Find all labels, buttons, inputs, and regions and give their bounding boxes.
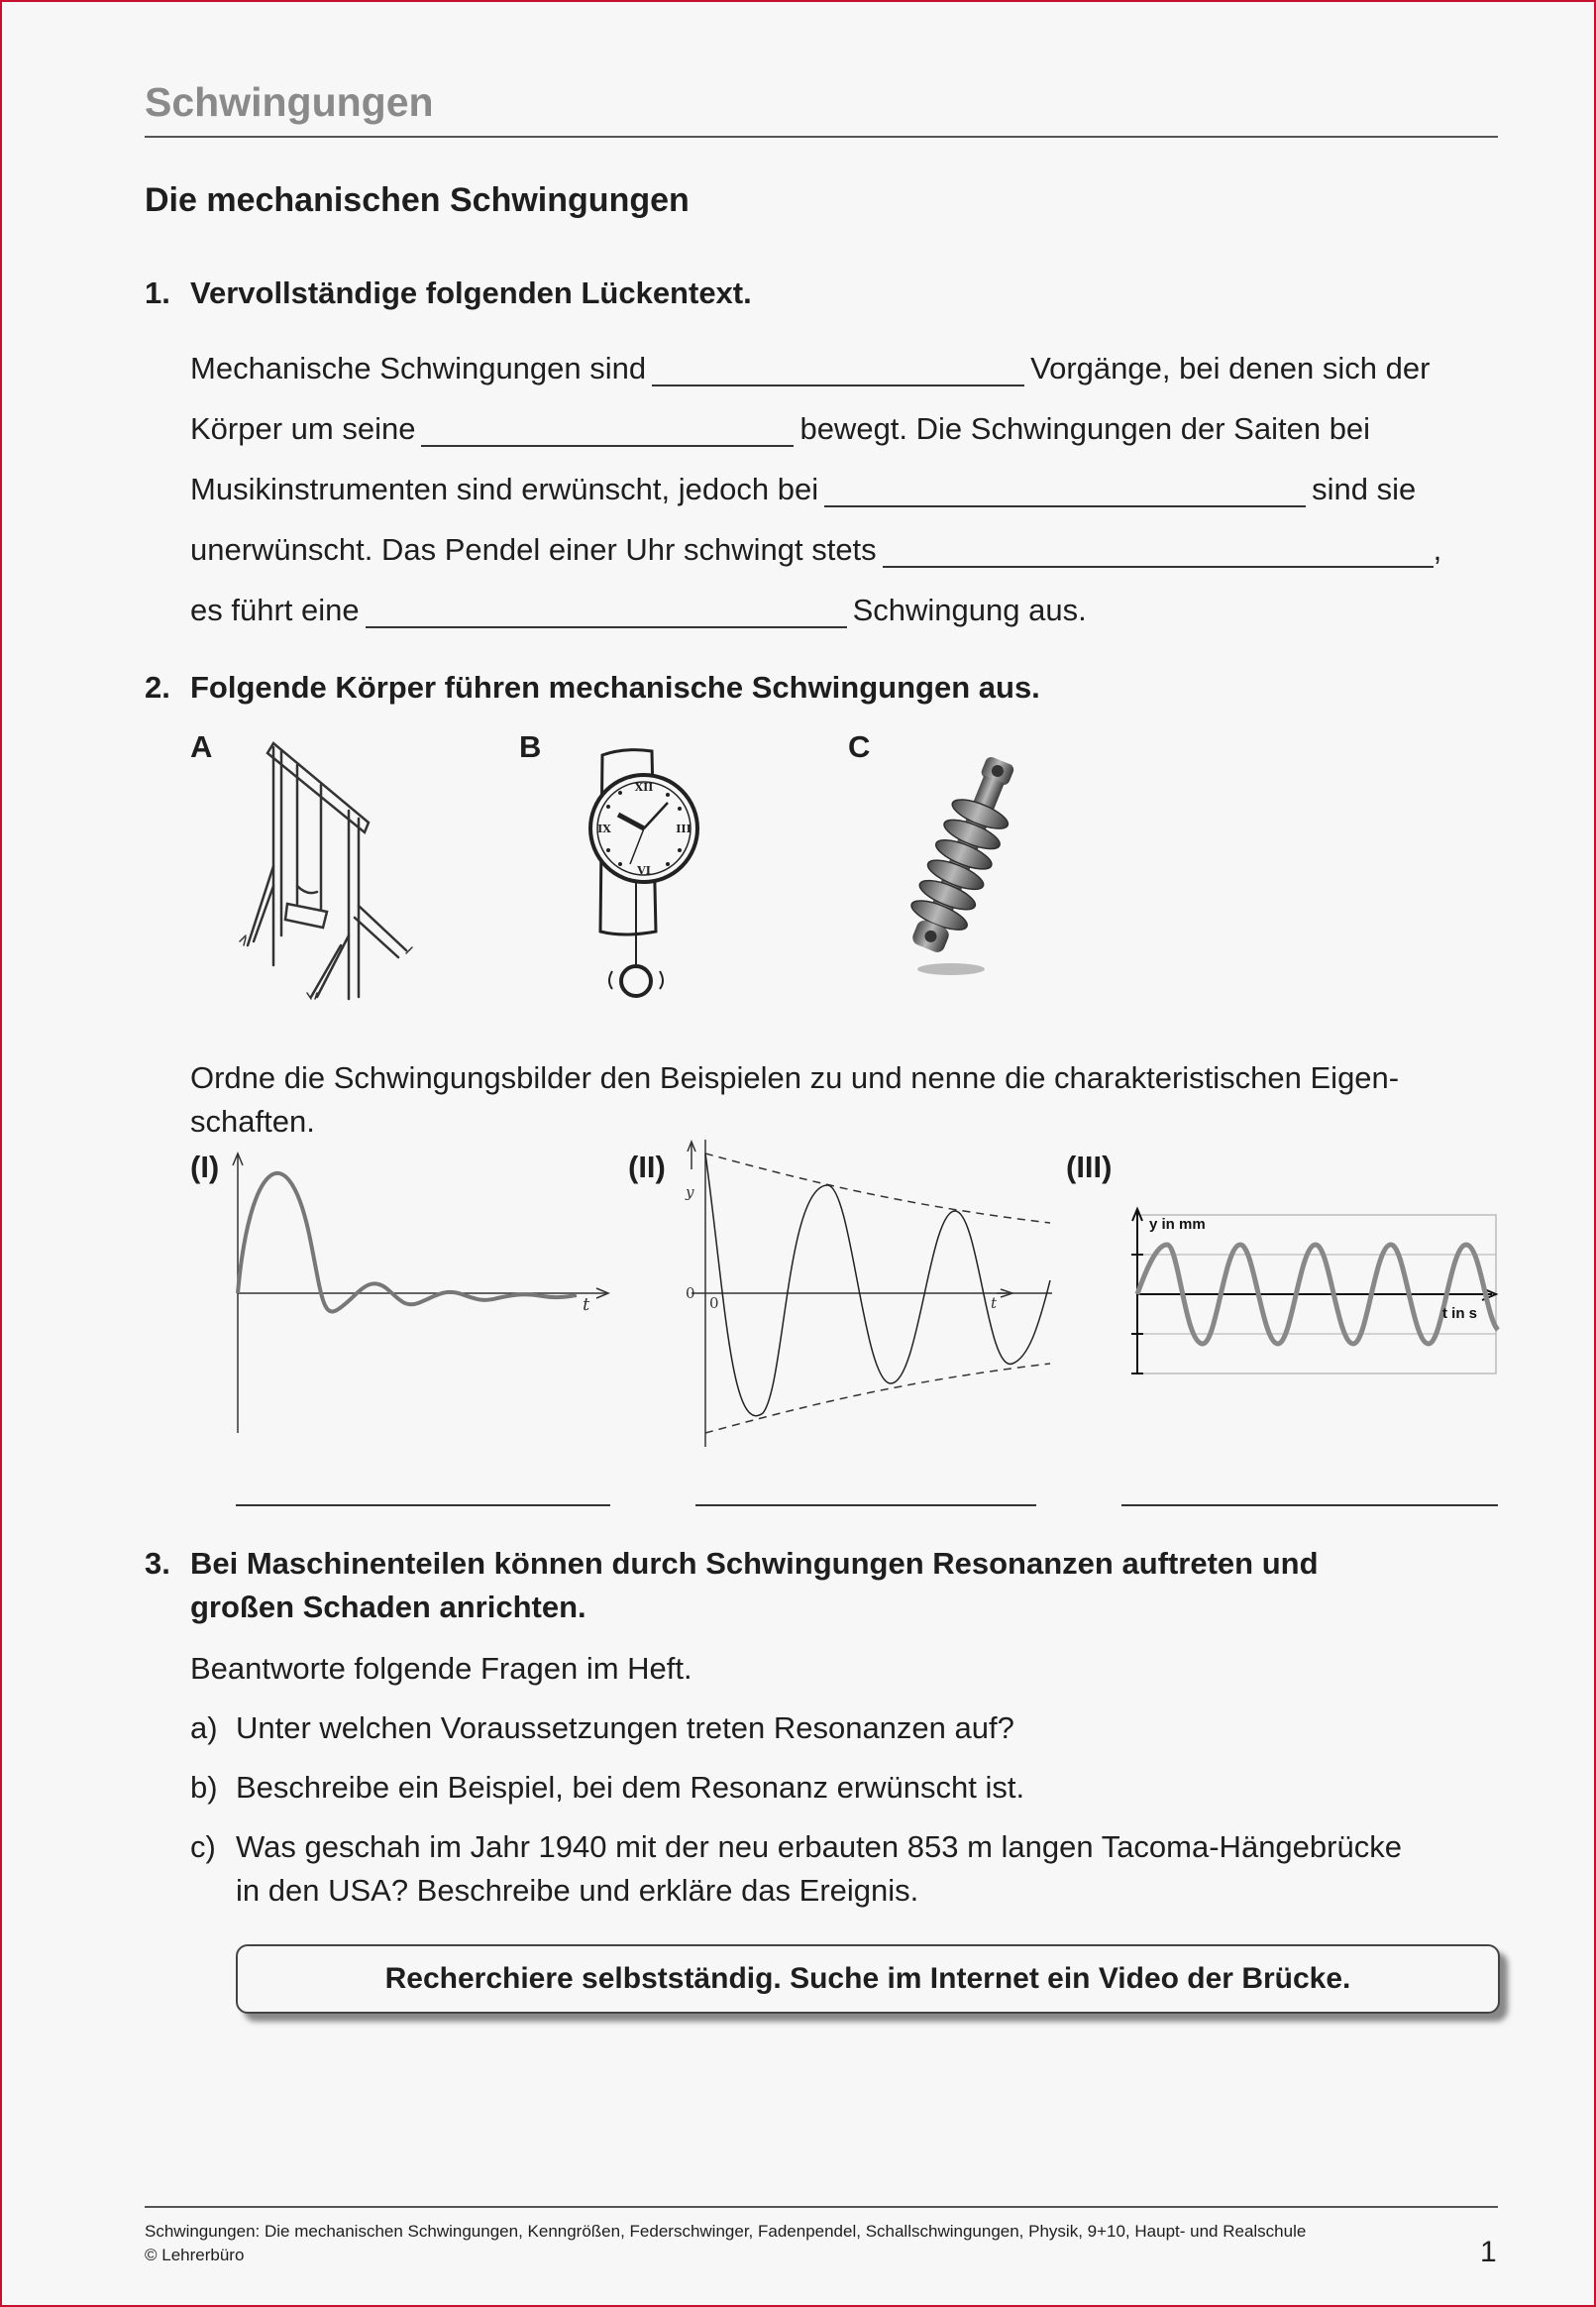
footer-rule — [145, 2206, 1498, 2208]
example-label-c: C — [848, 729, 871, 764]
page-header-title: Schwingungen — [145, 79, 434, 125]
task1-title: Vervollständige folgenden Lückentext. — [190, 275, 752, 310]
footer-line-1: Schwingungen: Die mechanischen Schwingungen, Kenngrößen, Federschwinger, Fadenpendel, Schallschwingungen, Physik, 9+10, Haupt- und Realschule — [145, 2222, 1307, 2241]
graph-label-2: (II) — [628, 1150, 666, 1184]
cloze-gap-2[interactable] — [421, 411, 794, 447]
footer-copyright: © Lehrerbüro — [145, 2246, 245, 2264]
graph-2-origin: 0 — [686, 1284, 695, 1302]
graph-2-origin-x: 0 — [709, 1294, 719, 1312]
task1-number: 1. — [145, 275, 170, 310]
graph-2-y-label: y — [686, 1183, 694, 1201]
question-b-letter: b) — [190, 1770, 218, 1805]
task2-instruction-line2: schaften. — [190, 1104, 315, 1139]
cloze-gap-4[interactable] — [883, 532, 1434, 568]
shock-absorber-icon — [892, 745, 1030, 983]
graph-3-x-label: t in s — [1442, 1305, 1478, 1322]
question-c-text-line1: Was geschah im Jahr 1940 mit der neu erbauten 853 m langen Tacoma-Hängebrücke — [236, 1829, 1402, 1864]
header-rule — [145, 136, 1498, 138]
graph-label-3: (III) — [1066, 1150, 1113, 1184]
page-number: 1 — [1480, 2236, 1497, 2268]
cloze-gap-1[interactable] — [652, 351, 1024, 386]
task3-title-line2: großen Schaden anrichten. — [190, 1590, 586, 1624]
task3-intro: Beantworte folgende Fragen im Heft. — [190, 1651, 692, 1686]
cloze-line-4: unerwünscht. Das Pendel einer Uhr schwingt stets , — [190, 532, 1442, 567]
cloze-gap-3[interactable] — [824, 472, 1306, 507]
graph-1-curve — [238, 1173, 577, 1312]
cloze-gap-5[interactable] — [366, 593, 847, 628]
graph-1-x-label: t — [583, 1294, 590, 1315]
graph-3-answer-line[interactable] — [1121, 1504, 1498, 1506]
swing-icon — [238, 737, 416, 1005]
research-callout-text: Recherchiere selbstständig. Suche im Internet ein Video der Brücke. — [384, 1962, 1351, 1995]
cloze-line-1: Mechanische Schwingungen sind Vorgänge, bei denen sich der — [190, 351, 1431, 385]
graph-2-answer-line[interactable] — [695, 1504, 1036, 1506]
clock-numeral-3: III — [676, 823, 692, 835]
question-c-text-line2: in den USA? Beschreibe und erkläre das Ereignis. — [236, 1873, 919, 1908]
graph-label-1: (I) — [190, 1150, 220, 1184]
oscillation-graph-2 — [682, 1140, 1058, 1447]
graph-2-curve — [705, 1154, 1050, 1416]
clock-numeral-9: IX — [597, 823, 611, 835]
graph-3-y-label: y in mm — [1149, 1216, 1206, 1233]
clock-numeral-6: VI — [637, 864, 651, 877]
cloze-line-2: Körper um seine bewegt. Die Schwingungen der Saiten bei — [190, 411, 1371, 446]
task3-title-line1: Bei Maschinenteilen können durch Schwingungen Resonanzen auftreten und — [190, 1546, 1319, 1581]
clock-numeral-12: XII — [634, 781, 654, 794]
question-a-text: Unter welchen Voraussetzungen treten Resonanzen auf? — [236, 1710, 1014, 1745]
task2-title: Folgende Körper führen mechanische Schwingungen aus. — [190, 670, 1040, 705]
task3-number: 3. — [145, 1546, 170, 1581]
oscillation-graph-3 — [1129, 1209, 1498, 1377]
cloze-line-3: Musikinstrumenten sind erwünscht, jedoch bei sind sie — [190, 472, 1417, 506]
example-label-a: A — [190, 729, 213, 764]
oscillation-graph-1 — [228, 1150, 624, 1447]
graph-2-x-label: t — [991, 1294, 998, 1312]
research-callout — [236, 1944, 1500, 2014]
question-a-letter: a) — [190, 1710, 218, 1745]
task2-instruction-line1: Ordne die Schwingungsbilder den Beispielen zu und nenne die charakteristischen Eigen- — [190, 1060, 1400, 1095]
question-b-text: Beschreibe ein Beispiel, bei dem Resonanz erwünscht ist. — [236, 1770, 1025, 1805]
section-title: Die mechanischen Schwingungen — [145, 181, 690, 219]
task2-number: 2. — [145, 670, 170, 705]
example-label-b: B — [519, 729, 542, 764]
graph-1-answer-line[interactable] — [236, 1504, 610, 1506]
question-c-letter: c) — [190, 1829, 216, 1864]
cloze-line-5: es führt eine Schwingung aus. — [190, 593, 1087, 627]
pendulum-clock-icon — [585, 743, 713, 1001]
